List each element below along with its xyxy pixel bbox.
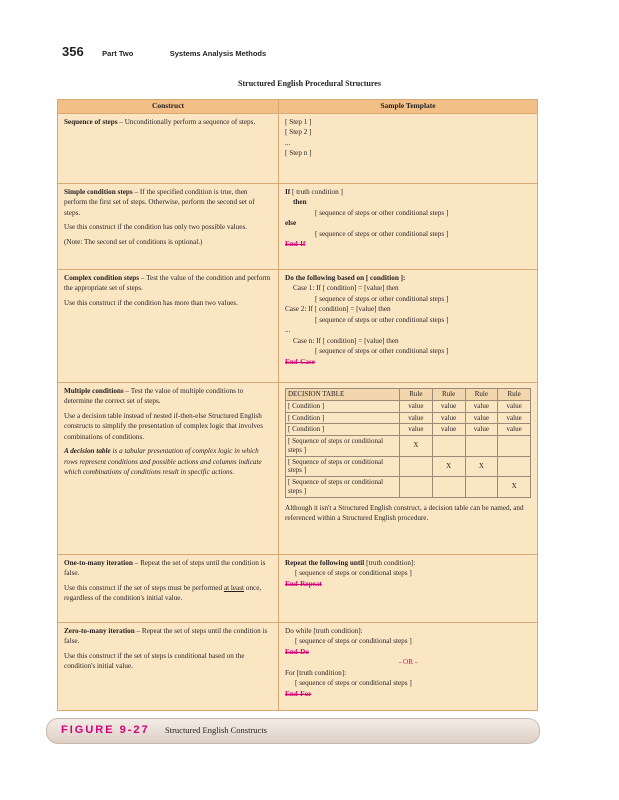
dt-action-label: [ Sequence of steps or conditional steps ] bbox=[286, 436, 400, 457]
template-cell bbox=[279, 270, 538, 383]
dt-action-row bbox=[286, 477, 531, 498]
multiple-conditions-row bbox=[58, 383, 538, 555]
dt-action-row bbox=[286, 436, 531, 457]
dt-condition-row bbox=[286, 400, 531, 412]
template-line: ... bbox=[285, 326, 291, 335]
keyword-if: If bbox=[285, 188, 291, 196]
end-keyword: End-For bbox=[285, 689, 312, 698]
zero-to-many-row bbox=[58, 623, 538, 711]
dt-mark bbox=[432, 477, 465, 498]
end-keyword: End-If bbox=[285, 240, 306, 249]
construct-usage: Use this construct if the condition has more than two values. bbox=[64, 298, 238, 307]
dt-condition-row bbox=[286, 412, 531, 424]
decision-table-note: Although it isn't a Structured English construct, a decision table can be named, and referenced within a Structured English procedure. bbox=[285, 503, 524, 522]
template-line: [ Step 1 ] bbox=[285, 118, 312, 126]
dt-mark: X bbox=[465, 456, 498, 477]
dt-mark bbox=[465, 477, 498, 498]
definition-term: A decision table bbox=[64, 447, 111, 456]
page-header bbox=[62, 43, 266, 61]
construct-name: Sequence of steps bbox=[64, 118, 118, 126]
template-line: [ Step n ] bbox=[285, 149, 312, 158]
dt-mark: X bbox=[432, 456, 465, 477]
construct-usage: Use this construct if the set of steps is conditional based on the condition's initial value. bbox=[64, 651, 245, 671]
dt-mark bbox=[498, 436, 531, 457]
end-keyword: End-Case bbox=[285, 357, 315, 366]
dt-rule-header: Rule bbox=[498, 389, 531, 401]
construct-description: – Repeat the set of steps until the condition is false. bbox=[64, 559, 266, 578]
construct-usage: Use a decision table instead of nested if-then-else Structured English constructs to simplify the presentation of complex logic that involves combinations of conditions. bbox=[64, 411, 264, 441]
dt-condition-label: [ Condition ] bbox=[286, 412, 400, 424]
decision-table bbox=[285, 388, 531, 498]
construct-name: Zero-to-many iteration bbox=[64, 627, 135, 635]
construct-description: – Test the value of multiple conditions to determine the correct set of steps. bbox=[64, 387, 244, 406]
construct-name: One-to-many iteration bbox=[64, 559, 133, 567]
dt-mark bbox=[432, 436, 465, 457]
construct-cell bbox=[58, 184, 279, 270]
dt-value: value bbox=[432, 400, 465, 412]
construct-description: – If the specified condition is true, then perform the first set of steps. Otherwise, perform the second set of steps. bbox=[64, 188, 255, 217]
dt-value: value bbox=[465, 424, 498, 436]
construct-cell bbox=[58, 555, 279, 623]
construct-name: Simple condition steps bbox=[64, 188, 133, 196]
construct-description: – Test the value of the condition and perform the appropriate set of steps. bbox=[64, 274, 271, 293]
template-line: ... bbox=[285, 138, 291, 147]
template-line: Case 1: If [ condition] = [value] then bbox=[293, 284, 399, 293]
template-cell bbox=[279, 555, 538, 623]
keyword-repeat: Repeat the following until bbox=[285, 559, 365, 567]
emphasis-text: at least bbox=[223, 583, 245, 592]
construct-name: Complex condition steps bbox=[64, 274, 140, 282]
template-line: Case 2: If [ condition] = [value] then bbox=[285, 305, 391, 314]
figure-caption: Structured English Constructs bbox=[165, 725, 267, 735]
dt-action-label: [ Sequence of steps or conditional steps ] bbox=[286, 477, 400, 498]
keyword-else: else bbox=[285, 219, 297, 228]
template-cell bbox=[279, 114, 538, 184]
table-title: Structured English Procedural Structures bbox=[238, 79, 381, 88]
construct-description: – Unconditionally perform a sequence of steps. bbox=[117, 118, 256, 126]
or-separator: - OR - bbox=[398, 658, 418, 667]
dt-mark bbox=[400, 456, 433, 477]
definition-text: is a tabular presentation of complex logic in which rows represent conditions and possible actions and columns indicate which combinations of conditions result in specific actions. bbox=[64, 447, 262, 477]
complex-condition-row bbox=[58, 270, 538, 383]
template-cell bbox=[279, 623, 538, 711]
dt-mark bbox=[400, 477, 433, 498]
if-condition: [ truth condition ] bbox=[290, 188, 343, 196]
template-line: Do the following based on [ condition ]: bbox=[285, 274, 406, 282]
sequence-row bbox=[58, 114, 538, 184]
constructs-table bbox=[57, 99, 538, 711]
construct-cell bbox=[58, 270, 279, 383]
template-line: For [truth condition]: bbox=[285, 668, 347, 677]
construct-description: – Repeat the set of steps until the condition is false. bbox=[64, 627, 268, 646]
dt-action-label: [ Sequence of steps or conditional steps ] bbox=[286, 456, 400, 477]
dt-rule-header: Rule bbox=[432, 389, 465, 401]
dt-value: value bbox=[432, 412, 465, 424]
dt-value: value bbox=[498, 412, 531, 424]
template-line: Case n: If [ condition] = [value] then bbox=[293, 336, 399, 345]
dt-mark: X bbox=[400, 436, 433, 457]
one-to-many-row bbox=[58, 555, 538, 623]
figure-label: FIGURE 9-27 bbox=[61, 724, 150, 736]
dt-action-row bbox=[286, 456, 531, 477]
dt-rule-header: Rule bbox=[400, 389, 433, 401]
dt-mark bbox=[498, 456, 531, 477]
dt-title: DECISION TABLE bbox=[286, 389, 400, 401]
template-line: [ sequence of steps or other conditional steps ] bbox=[315, 347, 449, 356]
dt-value: value bbox=[400, 424, 433, 436]
dt-condition-row bbox=[286, 424, 531, 436]
dt-value: value bbox=[465, 400, 498, 412]
table-header-row bbox=[58, 100, 538, 114]
construct-usage: Use this construct if the condition has only two possible values. bbox=[64, 223, 248, 232]
figure-caption-bar bbox=[46, 718, 540, 744]
construct-usage: Use this construct if the set of steps must be performed at least once, regardless of the condition's initial value. bbox=[64, 583, 262, 603]
section-label: Systems Analysis Methods bbox=[169, 49, 267, 58]
dt-condition-label: [ Condition ] bbox=[286, 400, 400, 412]
template-line: Do while [truth condition]: bbox=[285, 627, 363, 635]
template-line: [ sequence of steps or conditional steps ] bbox=[295, 679, 412, 688]
template-line: [ sequence of steps or other conditional steps ] bbox=[315, 229, 449, 238]
template-line: [ sequence of steps or other conditional steps ] bbox=[315, 208, 449, 217]
template-line: [ sequence of steps or other conditional steps ] bbox=[315, 315, 449, 324]
construct-cell bbox=[58, 623, 279, 711]
decision-table-header bbox=[286, 389, 531, 401]
construct-cell bbox=[58, 383, 279, 555]
construct-name: Multiple conditions bbox=[64, 387, 124, 395]
dt-mark: X bbox=[498, 477, 531, 498]
template-cell bbox=[279, 383, 538, 555]
template-column-header: Sample Template bbox=[279, 100, 538, 114]
dt-value: value bbox=[400, 412, 433, 424]
dt-value: value bbox=[465, 412, 498, 424]
part-label: Part Two bbox=[102, 49, 134, 58]
dt-condition-label: [ Condition ] bbox=[286, 424, 400, 436]
template-line: [ Step 2 ] bbox=[285, 128, 312, 137]
dt-value: value bbox=[400, 400, 433, 412]
page-number: 356 bbox=[62, 44, 84, 59]
dt-rule-header: Rule bbox=[465, 389, 498, 401]
simple-condition-row bbox=[58, 184, 538, 270]
construct-column-header: Construct bbox=[58, 100, 279, 114]
dt-value: value bbox=[432, 424, 465, 436]
template-cell bbox=[279, 184, 538, 270]
dt-mark bbox=[465, 436, 498, 457]
dt-value: value bbox=[498, 424, 531, 436]
end-keyword: End-Repeat bbox=[285, 579, 322, 588]
repeat-condition: [truth condition]: bbox=[364, 559, 416, 567]
construct-note: (Note: The second set of conditions is optional.) bbox=[64, 237, 203, 246]
keyword-then: then bbox=[293, 198, 307, 207]
template-line: [ sequence of steps or conditional steps ] bbox=[295, 637, 412, 646]
end-keyword: End-Do bbox=[285, 647, 309, 656]
template-line: [ sequence of steps or other conditional steps ] bbox=[315, 294, 449, 303]
template-line: [ sequence of steps or conditional steps ] bbox=[295, 569, 412, 578]
dt-value: value bbox=[498, 400, 531, 412]
construct-cell bbox=[58, 114, 279, 184]
